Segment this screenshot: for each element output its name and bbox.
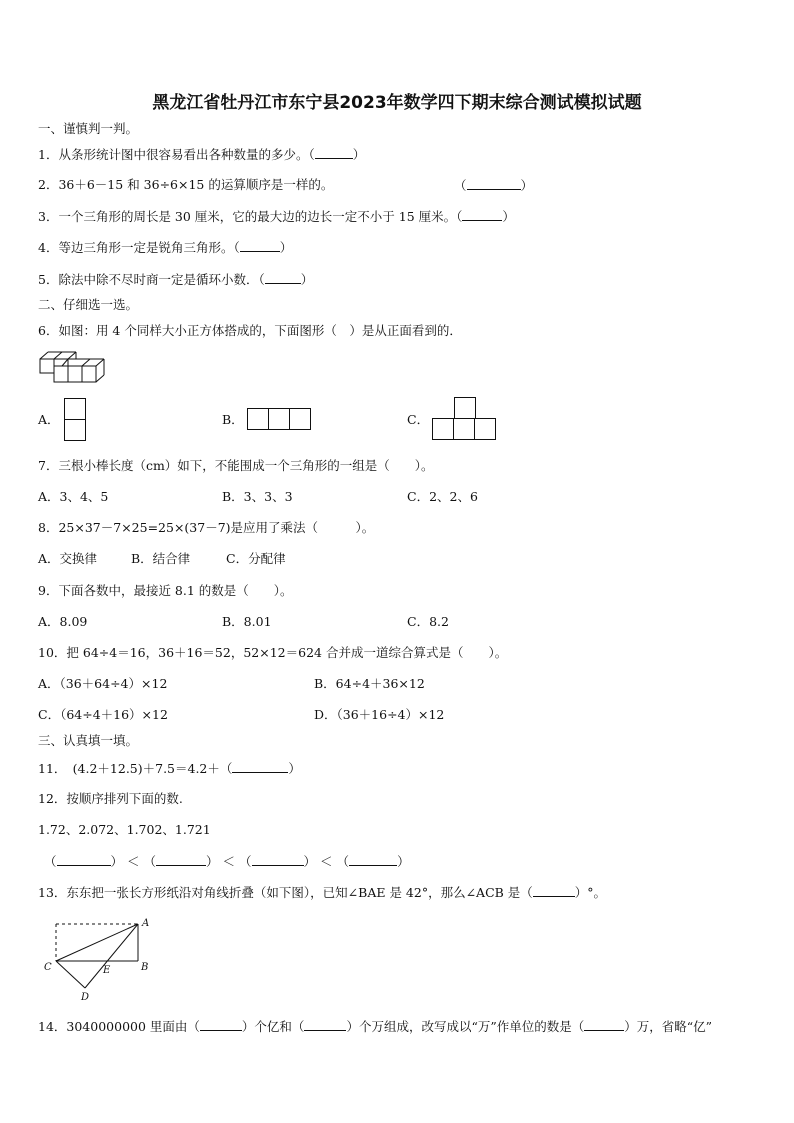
bracket-close: ）	[279, 240, 293, 255]
question-12-numbers: 1.72、2.072、1.702、1.721	[38, 822, 211, 837]
section-heading-2: 二、仔细选一选。	[38, 297, 139, 312]
question-8-option-a[interactable]: A．交换律	[38, 551, 98, 566]
question-14	[38, 1018, 712, 1035]
label-a: A	[142, 918, 150, 929]
bracket-close: ）	[206, 854, 219, 869]
answer-blank[interactable]	[265, 271, 301, 284]
question-11-text: 11． (4.2＋12.5)＋7.5＝4.2＋（	[38, 761, 233, 776]
answer-blank[interactable]	[240, 239, 280, 252]
answer-blank[interactable]	[349, 853, 397, 866]
question-13	[38, 884, 606, 901]
answer-blank[interactable]	[467, 177, 521, 190]
bracket-close: ）	[397, 854, 410, 869]
question-5-text: 5．除法中除不尽时商一定是循环小数．（	[38, 272, 265, 287]
question-4	[38, 239, 292, 256]
question-10: 10．把 64÷4＝16，36＋16＝52，52×12＝624 合并成一道综合算式是（ ）。	[38, 645, 508, 660]
page-title: 黑龙江省牡丹江市东宁县2023年数学四下期末综合测试模拟试题	[152, 93, 642, 113]
option-b-figure	[247, 408, 313, 431]
bracket-close: ）	[520, 178, 534, 193]
question-12: 12．按顺序排列下面的数.	[38, 791, 183, 806]
option-a-figure	[64, 398, 86, 442]
label-d: D	[81, 992, 90, 1003]
question-3-text: 3．一个三角形的周长是 30 厘米，它的最大边的边长一定不小于 15 厘米。（	[38, 209, 463, 224]
question-10-option-b[interactable]: B．64÷4＋36×12	[314, 676, 425, 691]
bracket-close: ）	[502, 209, 515, 224]
bracket-open: （	[44, 854, 57, 869]
question-9: 9．下面各数中，最接近 8.1 的数是（ ）。	[38, 583, 293, 598]
question-8: 8．25×37－7×25=25×(37－7)是应用了乘法（ ）。	[38, 520, 375, 535]
question-9-option-a[interactable]: A．8.09	[38, 614, 88, 629]
less-than-sign: ＜	[320, 854, 333, 869]
bracket-open: （	[336, 854, 350, 869]
bracket-open: （	[143, 854, 157, 869]
bracket-close: ）	[300, 272, 314, 287]
answer-blank[interactable]	[462, 208, 502, 221]
less-than-sign: ＜	[127, 854, 140, 869]
less-than-sign: ＜	[222, 854, 236, 869]
question-6-option-c[interactable]: C．	[407, 412, 430, 427]
label-c: C	[44, 962, 52, 973]
question-2	[38, 177, 333, 193]
answer-blank[interactable]	[200, 1018, 242, 1031]
question-13-text: 13．东东把一张长方形纸沿对角线折叠（如下图），已知∠BAE 是 42°，那么∠ACB 是（	[38, 885, 533, 900]
question-9-option-b[interactable]: B．8.01	[222, 614, 272, 629]
question-6-option-a[interactable]: A．	[38, 412, 60, 427]
bracket-close: ）	[110, 854, 124, 869]
label-b: B	[141, 962, 149, 973]
bracket-close: ）	[352, 147, 366, 162]
question-6-option-b[interactable]: B．	[222, 412, 244, 427]
question-7-option-c[interactable]: C．2、2、6	[407, 489, 478, 504]
bracket-close: ）	[288, 761, 301, 776]
question-12-order-row	[44, 853, 410, 870]
answer-blank[interactable]	[232, 760, 288, 773]
cube-stack-figure	[40, 350, 104, 386]
question-5	[38, 271, 313, 288]
question-14-text-3: ）个万组成，改写成以“万”作单位的数是（	[346, 1019, 585, 1034]
answer-blank[interactable]	[584, 1018, 624, 1031]
folded-rectangle-diagram	[40, 914, 160, 1006]
question-10-option-c[interactable]: C．（64÷4＋16）×12	[38, 707, 168, 722]
question-9-option-c[interactable]: C．8.2	[407, 614, 449, 629]
question-6: 6．如图：用 4 个同样大小正方体搭成的，下面图形（ ）是从正面看到的．	[38, 323, 462, 338]
question-14-text-4: ）万，省略“亿”	[624, 1019, 713, 1034]
question-11	[38, 760, 301, 777]
question-13-tail: ）°。	[574, 885, 607, 900]
label-e: E	[103, 965, 111, 976]
question-7-option-b[interactable]: B．3、3、3	[222, 489, 293, 504]
question-8-option-c[interactable]: C．分配律	[226, 551, 286, 566]
question-14-text-1: 14．3040000000 里面由（	[38, 1019, 200, 1034]
answer-blank[interactable]	[304, 1018, 346, 1031]
question-14-text-2: ）个亿和（	[241, 1019, 305, 1034]
section-heading-1: 一、谨慎判一判。	[38, 121, 139, 136]
answer-blank[interactable]	[156, 853, 206, 866]
question-1-text: 1．从条形统计图中很容易看出各种数量的多少。（	[38, 147, 315, 162]
question-1	[38, 146, 365, 163]
question-2-answer	[454, 177, 533, 194]
answer-blank[interactable]	[57, 853, 111, 866]
answer-blank[interactable]	[252, 853, 304, 866]
question-10-option-a[interactable]: A．（36＋64÷4）×12	[38, 676, 168, 691]
question-10-option-d[interactable]: D．（36＋16÷4）×12	[314, 707, 445, 722]
question-3	[38, 208, 515, 225]
bracket-open: （	[239, 854, 252, 869]
question-8-option-b[interactable]: B．结合律	[131, 551, 191, 566]
bracket-close: ）	[303, 854, 317, 869]
question-7-option-a[interactable]: A．3、4、5	[38, 489, 109, 504]
question-7: 7．三根小棒长度（cm）如下，不能围成一个三角形的一组是（ ）。	[38, 458, 434, 473]
question-4-text: 4．等边三角形一定是锐角三角形。（	[38, 240, 240, 255]
bracket-open: （	[454, 178, 467, 193]
option-c-figure	[432, 397, 498, 442]
question-2-text: 2．36＋6－15 和 36÷6×15 的运算顺序是一样的。	[38, 177, 334, 192]
answer-blank[interactable]	[315, 146, 353, 159]
answer-blank[interactable]	[533, 884, 575, 897]
section-heading-3: 三、认真填一填。	[38, 733, 139, 748]
